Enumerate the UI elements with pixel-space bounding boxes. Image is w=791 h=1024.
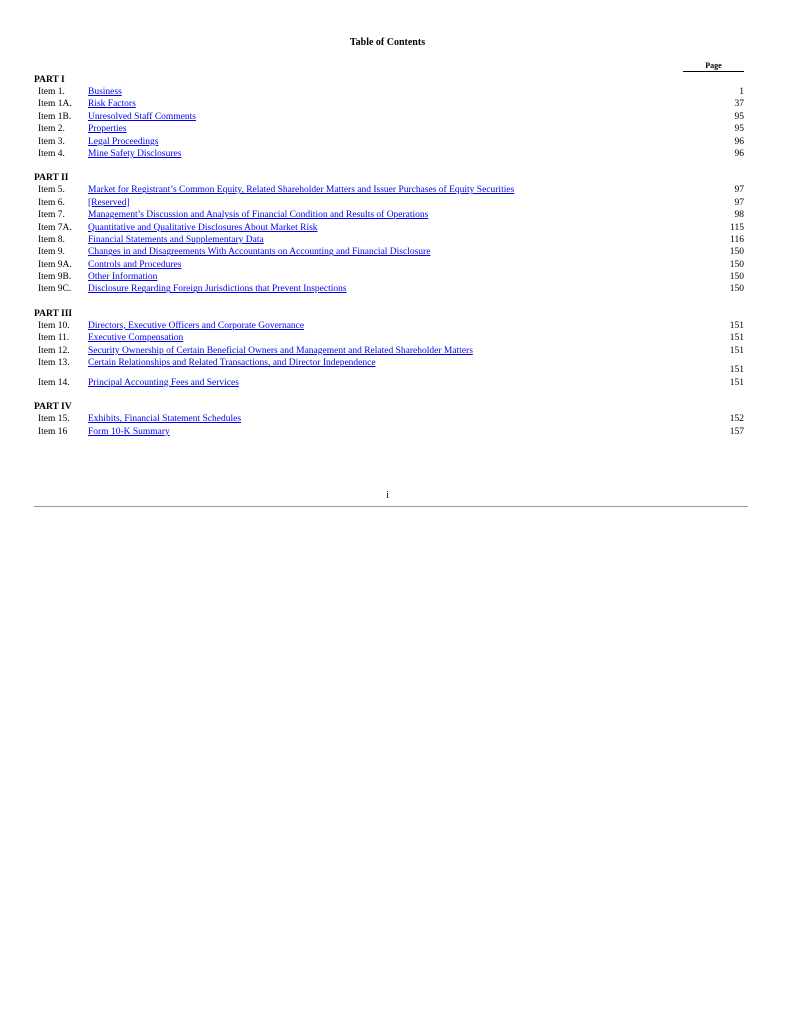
- part-2: [34, 172, 744, 296]
- page-number: 98: [734, 210, 744, 221]
- item-number: Item 1.: [38, 87, 65, 97]
- item-number: Item 7.: [38, 210, 65, 221]
- toc-row: [34, 197, 744, 209]
- toc-link[interactable]: Executive Compensation: [88, 333, 184, 344]
- page-number: 1: [739, 87, 744, 97]
- toc-row: [34, 332, 744, 344]
- item-number: Item 13.: [38, 358, 70, 369]
- toc-row: [34, 209, 744, 221]
- toc-link[interactable]: Quantitative and Qualitative Disclosures About Market Risk: [88, 222, 318, 233]
- part-3: [34, 308, 744, 390]
- toc-row: [34, 86, 744, 98]
- toc-link[interactable]: Legal Proceedings: [88, 136, 159, 147]
- item-number: Item 1A.: [38, 99, 72, 110]
- toc-row: [34, 98, 744, 110]
- toc-link[interactable]: Management’s Discussion and Analysis of Financial Condition and Results of Operations: [88, 210, 429, 221]
- toc-row: [34, 345, 744, 357]
- item-number: Item 14.: [38, 378, 70, 389]
- page-number: 151: [729, 333, 744, 344]
- toc-row: [34, 271, 744, 283]
- toc-link[interactable]: Changes in and Disagreements With Accountants on Accounting and Financial Disclosure: [88, 247, 431, 258]
- toc-row: [34, 246, 744, 258]
- page-number: 150: [729, 247, 744, 258]
- toc-row: [34, 148, 744, 160]
- item-number: Item 9A.: [38, 259, 72, 270]
- page-number: 95: [734, 111, 744, 122]
- toc-link[interactable]: Security Ownership of Certain Beneficial Owners and Management and Related Shareholder Matters: [88, 345, 473, 356]
- toc-row: [34, 184, 744, 196]
- toc-row: [34, 357, 744, 377]
- toc-link[interactable]: Risk Factors: [88, 99, 136, 110]
- item-number: Item 5.: [38, 185, 65, 196]
- page-number: 115: [730, 222, 744, 233]
- item-number: Item 11.: [38, 333, 70, 344]
- page-number: 150: [729, 272, 744, 283]
- item-number: Item 1B.: [38, 111, 72, 122]
- toc-link[interactable]: [Reserved]: [88, 197, 130, 208]
- item-number: Item 9.: [38, 247, 65, 258]
- toc-row: [34, 222, 744, 234]
- toc-row: [34, 426, 744, 438]
- page-number: 95: [734, 124, 744, 135]
- toc-row: [34, 234, 744, 246]
- toc-row: [34, 123, 744, 135]
- toc-row: [34, 111, 744, 123]
- item-number: Item 8.: [38, 234, 65, 245]
- page-number: 151: [729, 378, 744, 389]
- item-number: Item 12.: [38, 345, 70, 356]
- page-number: 97: [734, 197, 744, 208]
- page-number: 116: [730, 234, 744, 245]
- toc-row: [34, 320, 744, 332]
- part-1: [34, 74, 744, 160]
- part-label: PART III: [34, 308, 73, 319]
- toc-link[interactable]: Business: [88, 87, 122, 97]
- page-number: 96: [734, 136, 744, 147]
- toc-link[interactable]: Directors, Executive Officers and Corporate Governance: [88, 320, 305, 331]
- toc-link[interactable]: Unresolved Staff Comments: [88, 111, 197, 122]
- toc-link[interactable]: Exhibits, Financial Statement Schedules: [88, 414, 242, 425]
- toc-link[interactable]: Controls and Procedures: [88, 259, 182, 270]
- part-4: [34, 401, 744, 438]
- toc-link[interactable]: Certain Relationships and Related Transactions, and Director Independence: [88, 358, 376, 369]
- page-number: 151: [729, 365, 744, 376]
- page-number: 97: [734, 185, 744, 196]
- toc-link[interactable]: Disclosure Regarding Foreign Jurisdictions that Prevent Inspections: [88, 284, 347, 295]
- part-label: PART IV: [34, 402, 72, 413]
- item-number: Item 3.: [38, 136, 65, 147]
- toc-row: [34, 283, 744, 295]
- table-of-contents: [34, 74, 744, 450]
- item-number: Item 9B.: [38, 272, 72, 283]
- page-number: 151: [729, 320, 744, 331]
- item-number: Item 10.: [38, 320, 70, 331]
- item-number: Item 7A.: [38, 222, 72, 233]
- toc-link[interactable]: Financial Statements and Supplementary Data: [88, 234, 264, 245]
- toc-link[interactable]: Properties: [88, 124, 127, 135]
- page-number: 37: [734, 99, 744, 110]
- toc-row: [34, 413, 744, 425]
- toc-link[interactable]: Principal Accounting Fees and Services: [88, 378, 239, 389]
- toc-row: [34, 259, 744, 271]
- toc-link[interactable]: Other Information: [88, 272, 158, 283]
- toc-link[interactable]: Mine Safety Disclosures: [88, 148, 182, 159]
- part-label: PART I: [34, 75, 65, 85]
- item-number: Item 6.: [38, 197, 65, 208]
- page-number: 96: [734, 148, 744, 159]
- footer-page-number: i: [386, 490, 389, 501]
- toc-link[interactable]: Market for Registrant’s Common Equity, Related Shareholder Matters and Issuer Purchases of Equity Securities: [88, 185, 515, 196]
- toc-row: [34, 136, 744, 148]
- item-number: Item 9C.: [38, 284, 72, 295]
- toc-link[interactable]: Form 10-K Summary: [88, 426, 170, 437]
- page-number: 152: [729, 414, 744, 425]
- page-number: 150: [729, 284, 744, 295]
- item-number: Item 16: [38, 426, 68, 437]
- part-label: PART II: [34, 173, 69, 184]
- page-number: 157: [729, 426, 744, 437]
- page-divider: [34, 506, 748, 507]
- page-number: 150: [729, 259, 744, 270]
- item-number: Item 4.: [38, 148, 65, 159]
- page-title: Table of Contents: [349, 37, 426, 48]
- item-number: Item 2.: [38, 124, 65, 135]
- toc-row: [34, 377, 744, 389]
- page-number: 151: [729, 345, 744, 356]
- item-number: Item 15.: [38, 414, 70, 425]
- page-column-header: Page: [683, 61, 744, 72]
